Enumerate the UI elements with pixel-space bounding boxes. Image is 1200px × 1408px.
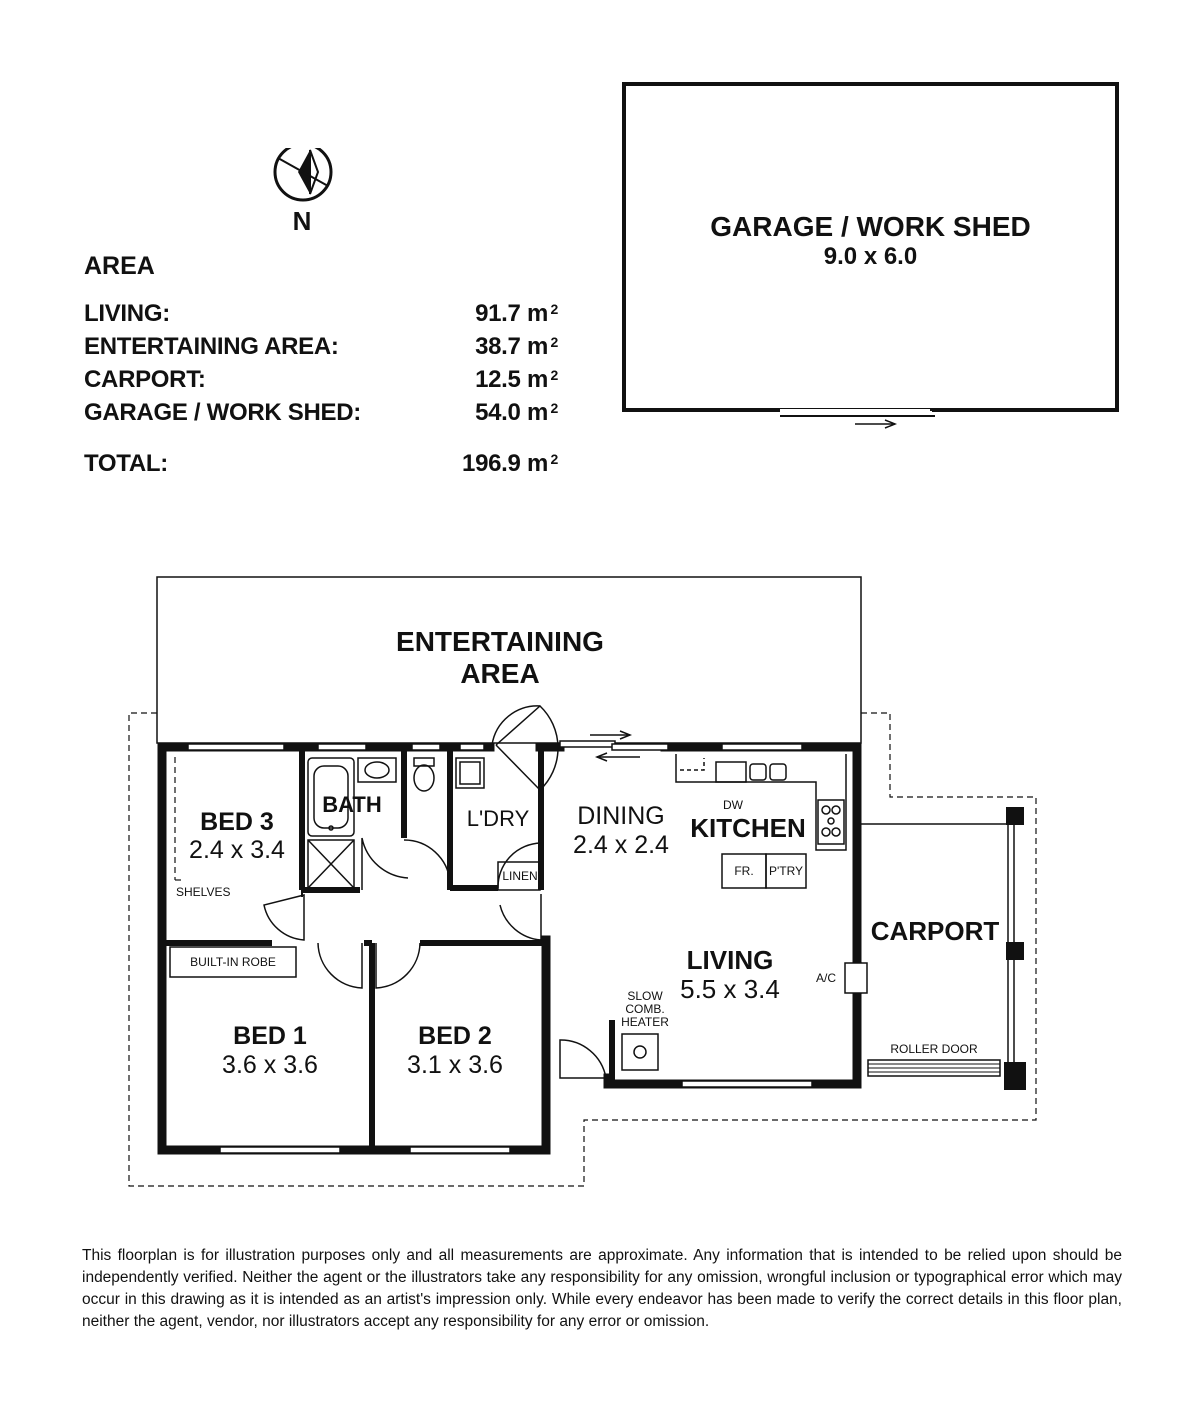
shelves-label: SHELVES: [176, 885, 231, 899]
bed2-label: BED 2 3.1 x 3.6: [407, 1022, 503, 1079]
dining-label: DINING 2.4 x 2.4: [573, 802, 669, 859]
area-row-value: 38.7 m 2: [475, 333, 558, 360]
builtin-robe-label: BUILT-IN ROBE: [190, 955, 276, 969]
pantry-label: P'TRY: [768, 864, 804, 878]
ldry-label: L'DRY: [466, 806, 530, 831]
area-row-label: GARAGE / WORK SHED:: [84, 399, 361, 426]
linen-label: LINEN: [502, 869, 538, 883]
property-dashed-outline: [129, 713, 1036, 1186]
area-row-label: ENTERTAINING AREA:: [84, 333, 339, 360]
carport-label: CARPORT: [870, 916, 1000, 946]
disclaimer-text: This floorplan is for illustration purposes only and all measurements are approximate. Any information that is intended to be relied upon should be independently verified. Neither the agent or the illustrators take any responsibility for any omission, wrongful inclusion or typographical error which may occur in this drawing as it is intended as an artist's impression only. While every endeavor has been made to verify the correct details in this floor plan, neither the agent, vendor, nor illustrators accept any responsibility for any error or omission.: [82, 1247, 1122, 1330]
slow-combustion-heater: [622, 1034, 658, 1070]
dw-label: DW: [723, 798, 743, 812]
bed3-label: BED 3 2.4 x 3.4: [189, 808, 285, 864]
area-row-label: LIVING:: [84, 300, 170, 327]
entertaining-label: ENTERTAINING AREA: [396, 626, 604, 689]
bath-label: BATH: [322, 792, 382, 817]
fridge-label: FR.: [734, 864, 754, 878]
area-row-value: 91.7 m 2: [475, 300, 558, 327]
area-row-label: CARPORT:: [84, 366, 206, 393]
garage-label: GARAGE / WORK SHED 9.0 x 6.0: [710, 211, 1031, 270]
area-total-value: 196.9 m 2: [462, 450, 558, 477]
living-label: LIVING 5.5 x 3.4: [680, 945, 780, 1004]
north-label: N: [292, 206, 312, 236]
sliding-door: [560, 731, 668, 761]
heater-label: SLOW COMB. HEATER: [621, 989, 669, 1029]
bed1-label: BED 1 3.6 x 3.6: [222, 1022, 318, 1079]
area-title: AREA: [84, 252, 155, 280]
roller-door-label: ROLLER DOOR: [890, 1042, 978, 1056]
ac-label: A/C: [816, 971, 837, 985]
kitchen-label: KITCHEN: [690, 813, 806, 843]
area-row-value: 12.5 m 2: [475, 366, 558, 393]
area-total-label: TOTAL:: [84, 450, 168, 477]
area-row-value: 54.0 m 2: [475, 399, 558, 426]
